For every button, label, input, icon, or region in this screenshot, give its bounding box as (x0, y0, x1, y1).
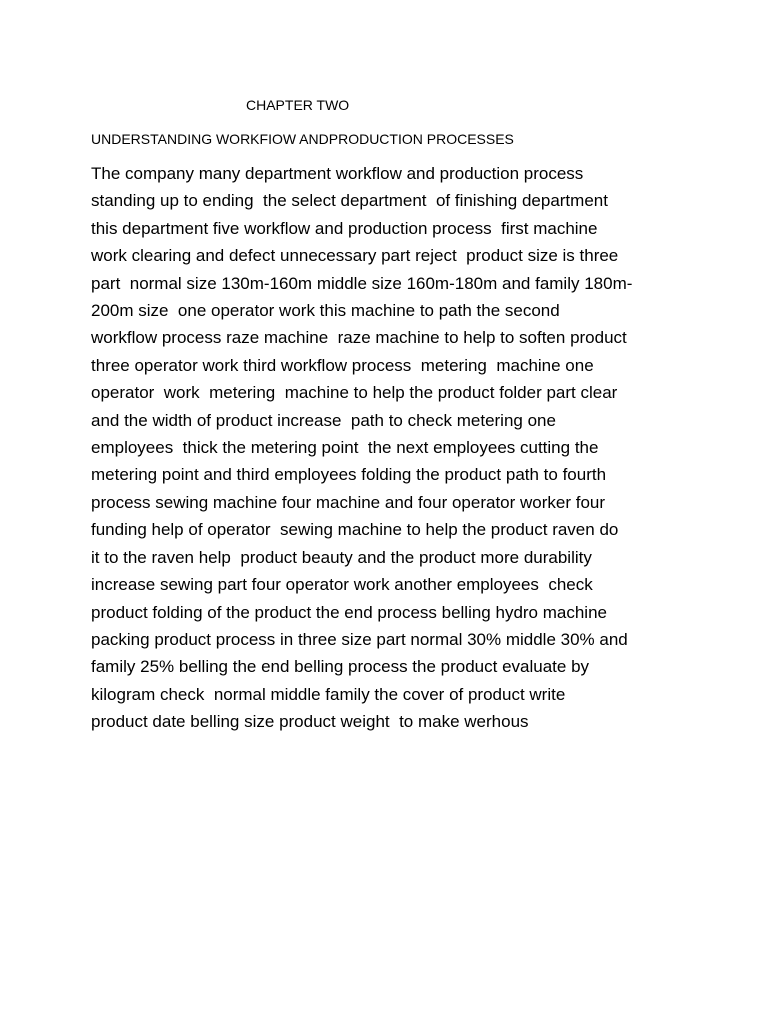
body-line: family 25% belling the end belling process the product evaluate by (91, 657, 590, 677)
body-line: this department five workflow and production process first machine (91, 218, 598, 238)
body-line: metering point and third employees folding the product path to fourth (91, 465, 607, 485)
body-paragraph (91, 160, 691, 736)
body-line: product folding of the product the end process belling hydro machine (91, 602, 607, 622)
body-line: part normal size 130m-160m middle size 160m-180m and family 180m- (91, 273, 633, 293)
body-line: product date belling size product weight to make werhous (91, 712, 529, 732)
body-line: standing up to ending the select department of finishing department (91, 191, 608, 211)
body-line: process sewing machine four machine and four operator worker four (91, 492, 606, 512)
body-line: 200m size one operator work this machine to path the second (91, 301, 560, 321)
body-line: workflow process raze machine raze machine to help to soften product (91, 328, 627, 348)
body-line: it to the raven help product beauty and the product more durability (91, 547, 592, 567)
body-line: The company many department workflow and production process (91, 164, 584, 183)
body-line: increase sewing part four operator work another employees check (91, 575, 593, 595)
body-line: three operator work third workflow process metering machine one (91, 355, 594, 375)
chapter-label: CHAPTER TWO (246, 97, 350, 113)
body-line: and the width of product increase path to check metering one (91, 410, 556, 430)
section-heading: UNDERSTANDING WORKFIOW ANDPRODUCTION PROCESSES (91, 131, 514, 147)
body-line: packing product process in three size part normal 30% middle 30% and (91, 629, 628, 649)
body-line: work clearing and defect unnecessary part reject product size is three (91, 246, 619, 266)
body-line: funding help of operator sewing machine to help the product raven do (91, 520, 619, 540)
body-line: operator work metering machine to help the product folder part clear (91, 383, 618, 403)
body-line: employees thick the metering point the next employees cutting the (91, 438, 599, 458)
body-line: kilogram check normal middle family the cover of product write (91, 684, 566, 704)
